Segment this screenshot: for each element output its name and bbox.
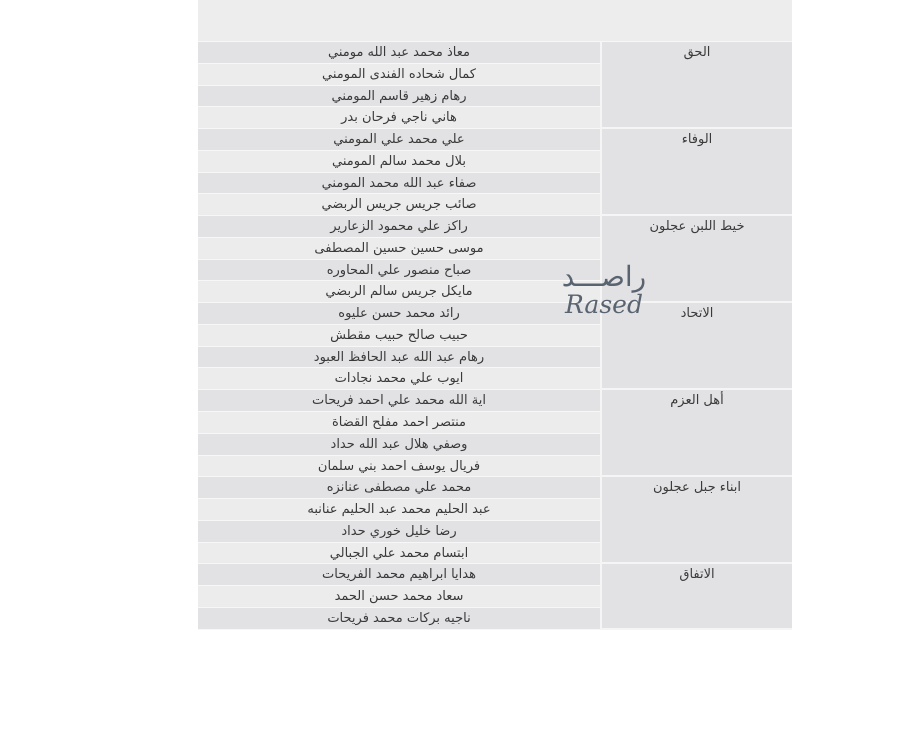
- members-column: [198, 216, 600, 303]
- members-column: [198, 42, 600, 129]
- members-column: [198, 303, 600, 390]
- member-row: محمد علي مصطفى عنانزه: [198, 477, 600, 499]
- member-row: علي محمد علي المومني: [198, 129, 600, 151]
- member-row: حبيب صالح حبيب مقطش: [198, 325, 600, 347]
- members-column: [198, 390, 600, 477]
- member-row: كمال شحاده الفندى المومني: [198, 64, 600, 86]
- member-row: رضا خليل خوري حداد: [198, 521, 600, 543]
- member-row: مايكل جريس سالم الربضي: [198, 281, 600, 303]
- member-row: رائد محمد حسن عليوه: [198, 303, 600, 325]
- member-row: ابتسام محمد علي الجبالي: [198, 543, 600, 565]
- member-row: وصفي هلال عبد الله حداد: [198, 434, 600, 456]
- members-column: [198, 564, 600, 629]
- member-row: اية الله محمد علي احمد فريحات: [198, 390, 600, 412]
- team-name-cell: ابناء جبل عجلون: [600, 477, 792, 564]
- member-row: ايوب علي محمد نجادات: [198, 368, 600, 390]
- list-group: [198, 216, 792, 303]
- member-row: صائب جريس جريس الربضي: [198, 194, 600, 216]
- members-column: [198, 129, 600, 216]
- member-row: صفاء عبد الله محمد المومني: [198, 173, 600, 195]
- candidate-lists-table: [198, 0, 792, 630]
- member-row: هاني ناجي فرحان بدر: [198, 107, 600, 129]
- member-row: رهام زهير قاسم المومني: [198, 86, 600, 108]
- team-name-cell: الحق: [600, 42, 792, 129]
- member-row: عبد الحليم محمد عبد الحليم عنانبه: [198, 499, 600, 521]
- member-row: رهام عبد الله عبد الحافظ العبود: [198, 347, 600, 369]
- member-row: سعاد محمد حسن الحمد: [198, 586, 600, 608]
- watermark-arabic: راصـــد: [561, 260, 647, 293]
- list-group: [198, 303, 792, 390]
- team-name-cell: خيط اللبن عجلون: [600, 216, 792, 303]
- list-group: [198, 129, 792, 216]
- member-row: بلال محمد سالم المومني: [198, 151, 600, 173]
- list-group: [198, 477, 792, 564]
- team-name-cell: أهل العزم: [600, 390, 792, 477]
- watermark-latin: Rased: [565, 290, 643, 319]
- member-row: راكز علي محمود الزعارير: [198, 216, 600, 238]
- member-row: موسى حسين حسين المصطفى: [198, 238, 600, 260]
- team-name-cell: الوفاء: [600, 129, 792, 216]
- team-name-cell: الاتحاد: [600, 303, 792, 390]
- list-group: [198, 390, 792, 477]
- member-row: صباح منصور علي المحاوره: [198, 260, 600, 282]
- list-group: [198, 42, 792, 129]
- list-group: [198, 564, 792, 629]
- member-row: هدايا ابراهيم محمد الفريحات: [198, 564, 600, 586]
- team-name-cell: الاتفاق: [600, 564, 792, 629]
- member-row: فريال يوسف احمد بني سلمان: [198, 456, 600, 478]
- member-row: معاذ محمد عبد الله مومني: [198, 42, 600, 64]
- member-row: منتصر احمد مفلح القضاة: [198, 412, 600, 434]
- table-header: [198, 0, 792, 42]
- members-column: [198, 477, 600, 564]
- member-row: ناجيه بركات محمد فريحات: [198, 608, 600, 630]
- groups-container: [198, 42, 792, 630]
